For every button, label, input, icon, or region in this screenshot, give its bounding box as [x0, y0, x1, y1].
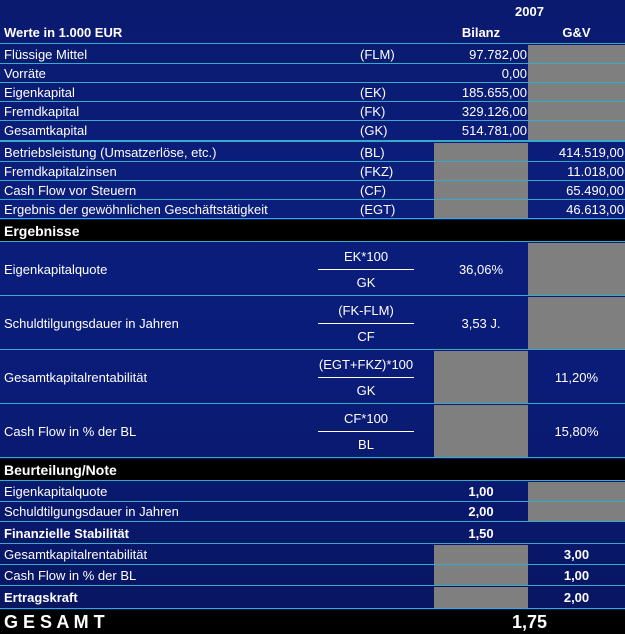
bilanz-grade: 1,00	[468, 484, 494, 499]
row-abbr: (FKZ)	[360, 163, 394, 179]
section-header-ergebnisse	[0, 220, 625, 242]
guv-empty-cell	[528, 121, 625, 140]
units-label: Werte in 1.000 EUR	[4, 25, 123, 40]
row-label: Betriebsleistung (Umsatzerlöse, etc.)	[4, 144, 217, 160]
formula-numerator: (EGT+FKZ)*100	[318, 356, 414, 372]
guv-empty-cell	[528, 45, 625, 63]
gesamt-label: G E S A M T	[4, 611, 105, 632]
gesamt-row	[0, 610, 625, 634]
row-label: Flüssige Mittel	[4, 46, 88, 62]
guv-empty-cell	[528, 243, 625, 295]
table-row	[0, 102, 625, 121]
bilanz-value: 329.126,00	[461, 103, 527, 119]
row-abbr: (CF)	[360, 182, 386, 198]
table-row	[0, 64, 625, 83]
table-row	[0, 143, 625, 162]
bilanz-value: 97.782,00	[469, 46, 527, 62]
formula-denominator: CF	[357, 328, 375, 344]
bilanz-value: 185.655,00	[461, 84, 527, 100]
col-bilanz-header: Bilanz	[461, 25, 501, 40]
guv-empty-cell	[528, 64, 625, 82]
formula-denominator: GK	[356, 274, 376, 290]
header-columns-row	[0, 22, 625, 44]
row-label: Eigenkapitalquote	[4, 484, 108, 499]
formula-denominator: GK	[356, 382, 376, 398]
table-row	[0, 523, 625, 544]
table-row	[0, 565, 625, 586]
table-row	[0, 351, 625, 404]
year-label: 2007	[515, 3, 544, 19]
table-row	[0, 243, 625, 296]
row-abbr: (EGT)	[360, 201, 396, 217]
formula	[318, 297, 414, 349]
guv-value: 11.018,00	[567, 163, 624, 179]
row-label: Eigenkapitalquote	[4, 261, 108, 277]
formula	[318, 243, 414, 295]
guv-empty-cell	[528, 102, 625, 120]
guv-grade: 1,00	[563, 567, 590, 583]
formula-denominator: BL	[358, 436, 374, 452]
bilanz-value: 514.781,00	[461, 123, 527, 138]
formula-numerator: (FK-FLM)	[338, 302, 394, 318]
row-label: Fremdkapitalzinsen	[4, 163, 117, 179]
row-label: Finanzielle Stabilität	[4, 525, 129, 541]
table-row	[0, 45, 625, 64]
formula-numerator: EK*100	[343, 248, 389, 264]
bilanz-empty-cell	[434, 587, 528, 608]
guv-value: 11,20%	[554, 369, 599, 385]
table-row	[0, 482, 625, 502]
row-label: Gesamtkapitalrentabilität	[4, 547, 148, 562]
table-row	[0, 162, 625, 181]
guv-value: 46.613,00	[566, 201, 624, 217]
col-guv-header: G&V	[562, 25, 591, 40]
bilanz-empty-cell	[434, 351, 528, 403]
guv-empty-cell	[528, 83, 625, 101]
guv-empty-cell	[528, 502, 625, 521]
guv-value: 15,80%	[554, 423, 599, 439]
section-title: Beurteilung/Note	[4, 461, 117, 478]
table-row	[0, 545, 625, 565]
row-label: Schuldtilgungsdauer in Jahren	[4, 504, 179, 519]
row-label: Ergebnis der gewöhnlichen Geschäftstätigkeit	[4, 201, 268, 217]
row-abbr: (BL)	[360, 144, 385, 160]
bilanz-empty-cell	[434, 181, 528, 199]
guv-grade: 2,00	[563, 590, 590, 605]
formula	[318, 405, 414, 457]
section-title: Ergebnisse	[4, 222, 80, 239]
bilanz-empty-cell	[434, 565, 528, 585]
bilanz-empty-cell	[434, 162, 528, 180]
row-label: Cash Flow in % der BL	[4, 423, 137, 439]
bilanz-empty-cell	[434, 545, 528, 564]
table-row	[0, 405, 625, 458]
table-row	[0, 200, 625, 219]
section-header-beurteilung	[0, 459, 625, 481]
row-abbr: (FK)	[360, 103, 386, 119]
row-label: Schuldtilgungsdauer in Jahren	[4, 315, 179, 331]
bilanz-value: 0,00	[501, 65, 527, 81]
row-abbr: (GK)	[360, 123, 388, 138]
bilanz-value: 36,06%	[458, 261, 504, 277]
bilanz-empty-cell	[434, 405, 528, 457]
table-row	[0, 121, 625, 142]
formula	[318, 351, 414, 403]
table-row	[0, 83, 625, 102]
table-row	[0, 297, 625, 350]
row-label: Gesamtkapital	[4, 123, 88, 138]
table-row	[0, 502, 625, 522]
bilanz-grade: 2,00	[468, 504, 494, 519]
header-year-row	[0, 0, 625, 22]
guv-value: 414.519,00	[558, 144, 624, 160]
bilanz-grade: 1,50	[468, 525, 494, 541]
bilanz-value: 3,53 J.	[461, 315, 501, 331]
formula-numerator: CF*100	[343, 410, 389, 426]
row-label: Gesamtkapitalrentabilität	[4, 369, 148, 385]
row-label: Cash Flow vor Steuern	[4, 182, 137, 198]
bilanz-empty-cell	[434, 143, 528, 161]
bilanz-empty-cell	[434, 200, 528, 218]
row-label: Cash Flow in % der BL	[4, 567, 137, 583]
row-abbr: (FLM)	[360, 46, 395, 62]
guv-grade: 3,00	[563, 547, 590, 562]
row-label: Eigenkapital	[4, 84, 75, 100]
table-row	[0, 587, 625, 609]
row-label: Vorräte	[4, 65, 46, 81]
guv-value: 65.490,00	[566, 182, 624, 198]
guv-empty-cell	[528, 482, 625, 501]
row-abbr: (EK)	[360, 84, 386, 100]
row-label: Ertragskraft	[4, 590, 78, 605]
guv-empty-cell	[528, 297, 625, 349]
gesamt-value: 1,75	[511, 611, 548, 632]
table-row	[0, 181, 625, 200]
row-label: Fremdkapital	[4, 103, 80, 119]
